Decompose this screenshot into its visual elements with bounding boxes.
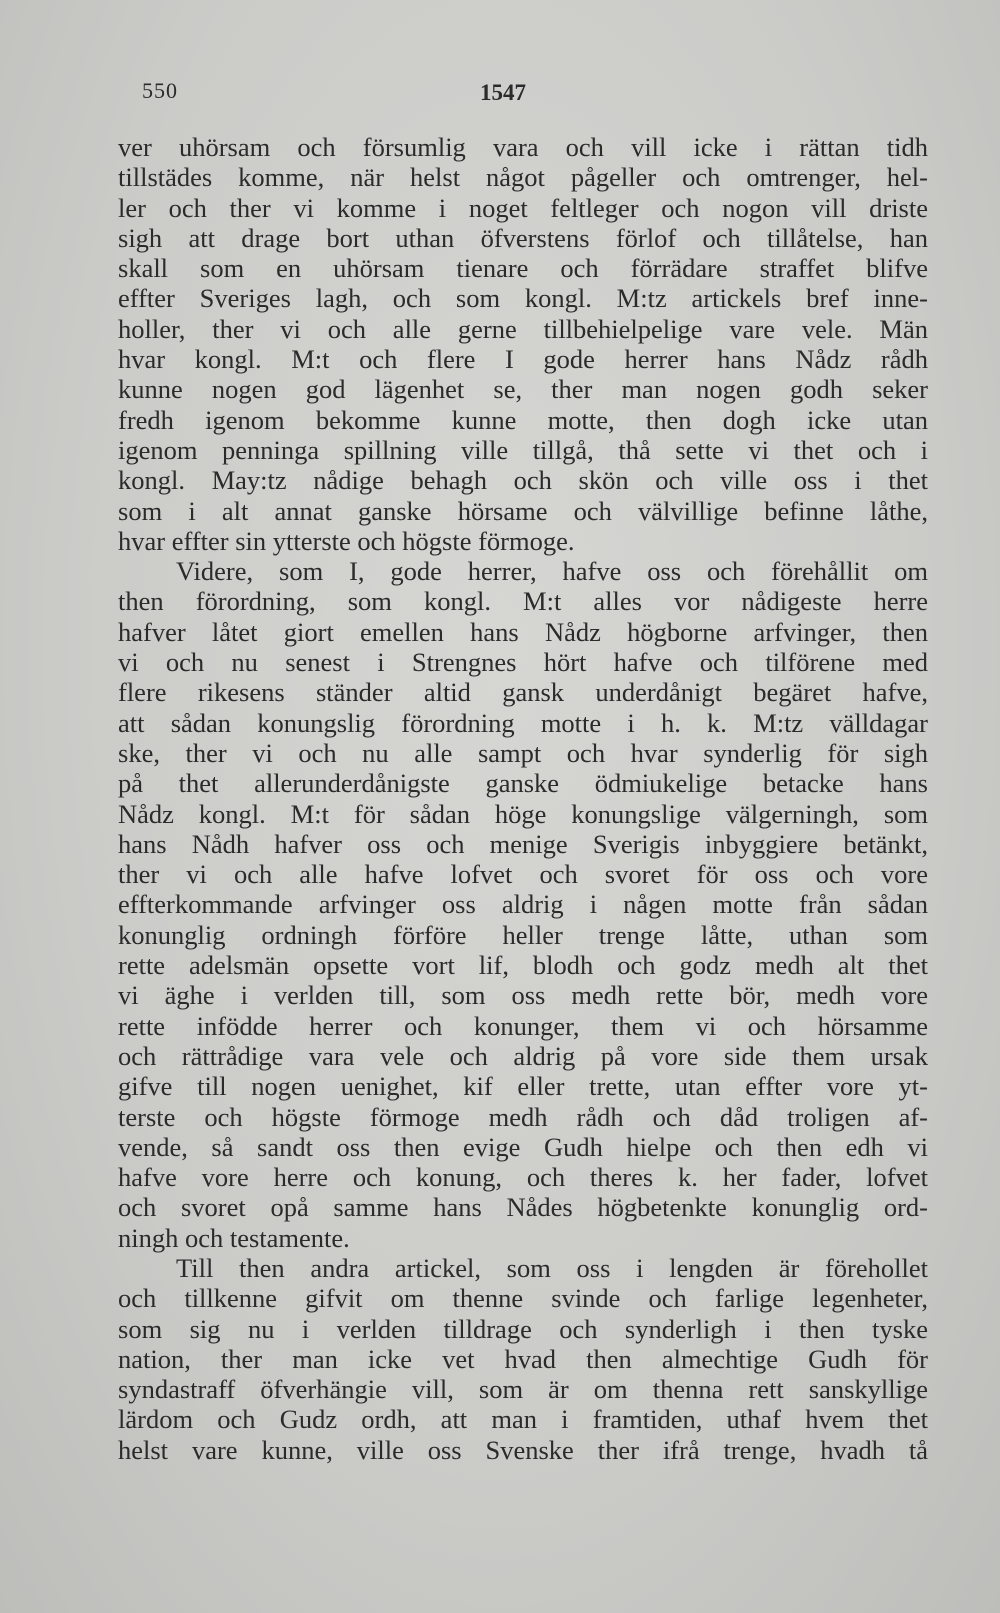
- text-line: som sig nu i verlden tilldrage och synderligh i then tyske: [118, 1313, 928, 1344]
- text-line: att sådan konungslig förordning motte i h. k. M:tz välldagar: [118, 707, 928, 738]
- text-line: kongl. May:tz nådige behagh och skön och ville oss i thet: [118, 465, 928, 496]
- text-line: hafver låtet giort emellen hans Nådz högborne arfvinger, then: [118, 616, 928, 647]
- text-line: syndastraff öfverhängie vill, som är om thenna rett sanskyllige: [118, 1374, 928, 1405]
- text-line: hans Nådh hafver oss och menige Sverigis inbyggiere betänkt,: [118, 828, 928, 859]
- text-line: sigh att drage bort uthan öfverstens förlof och tillåtelse, han: [118, 222, 928, 253]
- text-line: och svoret opå samme hans Nådes högbetenkte konunglig ord-: [118, 1192, 928, 1223]
- text-line: vi äghe i verlden till, som oss medh rette bör, medh vore: [118, 980, 928, 1011]
- paragraph-start-line: Till then andra artickel, som oss i lengden är förehollet: [176, 1252, 928, 1283]
- text-line: och tillkenne gifvit om thenne svinde och farlige legenheter,: [118, 1283, 928, 1314]
- body-text: [118, 132, 928, 1465]
- text-line: flere rikesens ständer altid gansk underdånigt begäret hafve,: [118, 677, 928, 708]
- text-line: ningh och testamente.: [118, 1222, 350, 1253]
- text-line: på thet allerunderdånigste ganske ödmiukelige betacke hans: [118, 768, 928, 799]
- page-number: 550: [142, 78, 178, 103]
- text-line: effterkommande arfvinger oss aldrig i någen motte från sådan: [118, 889, 928, 920]
- running-head-year: 1547: [480, 80, 526, 105]
- text-line: rette infödde herrer och konunger, them vi och hörsamme: [118, 1010, 928, 1041]
- text-line: gifve till nogen uenighet, kif eller trette, utan effter vore yt-: [118, 1071, 928, 1102]
- paragraph-start-line: Videre, som I, gode herrer, hafve oss och förehållit om: [176, 556, 928, 587]
- text-line: ver uhörsam och försumlig vara och vill icke i rättan tidh: [118, 132, 928, 162]
- text-line: vi och nu senest i Strengnes hört hafve och tilförene med: [118, 647, 928, 678]
- text-line: igenom penninga spillning ville tillgå, thå sette vi thet och i: [118, 434, 928, 465]
- text-line: vende, så sandt oss then evige Gudh hielpe och then edh vi: [118, 1131, 928, 1162]
- text-line: then förordning, som kongl. M:t alles vor nådigeste herre: [118, 586, 928, 617]
- text-line: fredh igenom bekomme kunne motte, then dogh icke utan: [118, 404, 928, 435]
- text-line: hvar kongl. M:t och flere I gode herrer hans Nådz rådh: [118, 344, 928, 375]
- text-line: och rättrådige vara vele och aldrig på vore side them ursak: [118, 1040, 928, 1071]
- text-line: kunne nogen god lägenhet se, ther man nogen godh seker: [118, 374, 928, 405]
- text-line: ther vi och alle hafve lofvet och svoret för oss och vore: [118, 859, 928, 890]
- text-line: tillstädes komme, när helst något pågeller och omtrenger, hel-: [118, 162, 928, 193]
- text-line: holler, ther vi och alle gerne tillbehielpelige vare vele. Män: [118, 313, 928, 344]
- text-line: ske, ther vi och nu alle sampt och hvar synderlig för sigh: [118, 737, 928, 768]
- text-line: lärdom och Gudz ordh, att man i framtiden, uthaf hvem thet: [118, 1404, 928, 1435]
- text-line: hafve vore herre och konung, och theres k. her fader, lofvet: [118, 1162, 928, 1193]
- text-line: hvar effter sin ytterste och högste förmoge.: [118, 525, 575, 556]
- text-line: nation, ther man icke vet hvad then almechtige Gudh för: [118, 1343, 928, 1374]
- text-line: skall som en uhörsam tienare och förrädare straffet blifve: [118, 253, 928, 284]
- text-line: helst vare kunne, ville oss Svenske ther ifrå trenge, hvadh tå: [118, 1434, 928, 1465]
- text-line: effter Sveriges lagh, och som kongl. M:tz artickels bref inne-: [118, 283, 928, 314]
- text-line: rette adelsmän opsette vort lif, blodh och godz medh alt thet: [118, 950, 928, 981]
- text-line: Nådz kongl. M:t för sådan höge konungslige välgerningh, som: [118, 798, 928, 829]
- text-line: konunglig ordningh förföre heller trenge låtte, uthan som: [118, 919, 928, 950]
- text-line: ler och ther vi komme i noget feltleger och nogon vill driste: [118, 192, 928, 223]
- text-line: som i alt annat ganske hörsame och välvillige befinne låthe,: [118, 495, 928, 526]
- text-line: terste och högste förmoge medh rådh och dåd troligen af-: [118, 1101, 928, 1132]
